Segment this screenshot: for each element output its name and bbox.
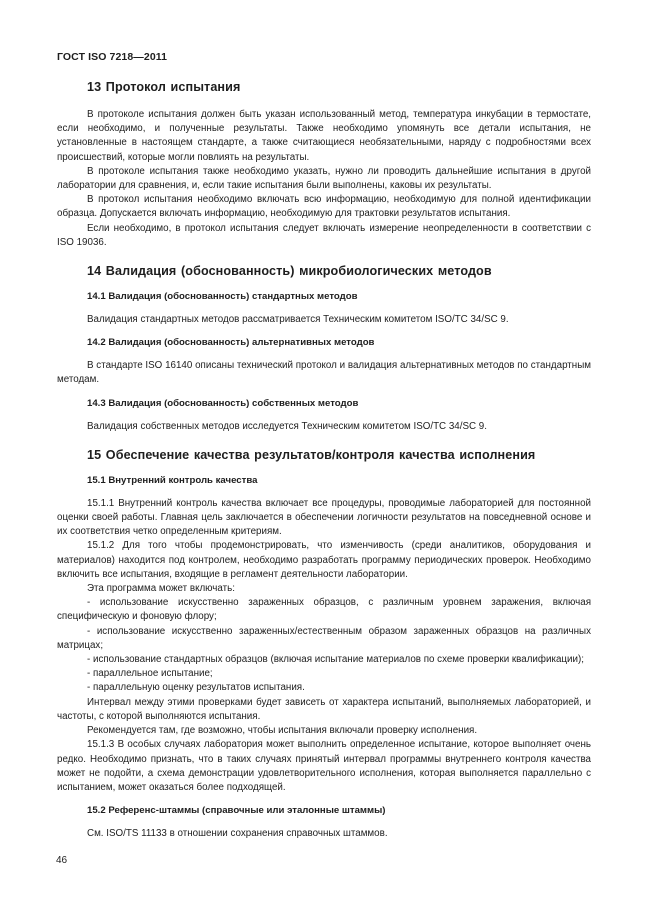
s15-program-intro: Эта программа может включать: <box>87 583 235 595</box>
s14-2-paragraph: В стандарте ISO 16140 описаны технический протокол и валидация альтернативных методов по стандартным методам. <box>57 360 591 386</box>
list-item: - использование стандартных образцов (включая испытание материалов по схеме проверки квалификации); <box>87 654 584 666</box>
list-item: - параллельную оценку результатов испытания. <box>87 682 305 694</box>
page-number: 46 <box>56 855 68 866</box>
s15-recommendation-paragraph: Рекомендуется там, где возможно, чтобы испытания включали проверку исполнения. <box>87 725 478 737</box>
list-item: - использование искусственно зараженных образцов, с различным уровнем заражения, включая специфическую и фоновую флору; <box>57 597 591 623</box>
list-item: - параллельное испытание; <box>87 668 213 680</box>
subsection-14-3-title: 14.3 Валидация (обоснованность) собственных методов <box>87 397 359 409</box>
s14-1-paragraph: Валидация стандартных методов рассматривается Техническим комитетом ISO/TC 34/SC 9. <box>87 314 509 326</box>
section-13-title: 13 Протокол испытания <box>87 80 241 94</box>
s14-3-paragraph: Валидация собственных методов исследуется Техническим комитетом ISO/TC 34/SC 9. <box>87 420 487 432</box>
page-header: ГОСТ ISO 7218—2011 <box>57 51 168 63</box>
s13-paragraph-4: Если необходимо, в протокол испытания следует включать измерение неопределенности в соответствии с ISO 19036. <box>57 222 591 248</box>
section-15-title: 15 Обеспечение качества результатов/контроля качества исполнения <box>87 447 536 462</box>
s13-paragraph-1: В протоколе испытания должен быть указан использованный метод, температура инкубации в термостате, если необходимо, и полученные результаты. Также необходимо упомянуть все детали испытания, не установленные в настоящем стандарте, а также считающиеся необязательными, наряду с подробностями всех происшествий, которые могли повлиять на результаты. <box>57 109 591 163</box>
subsection-15-2-title: 15.2 Референс-штаммы (справочные или эталонные штаммы) <box>87 805 386 817</box>
page-content <box>57 78 591 841</box>
subsection-14-1-title: 14.1 Валидация (обоснованность) стандартных методов <box>87 291 358 303</box>
subsection-14-2-title: 14.2 Валидация (обоснованность) альтернативных методов <box>87 337 375 349</box>
s15-2-paragraph: См. ISO/TS 11133 в отношении сохранения справочных штаммов. <box>87 828 388 840</box>
s15-interval-paragraph: Интервал между этими проверками будет зависеть от характера испытаний, выполняемых лабораторией, и частоты, с которой выполняются испытания. <box>57 696 591 722</box>
subsection-15-1-title: 15.1 Внутренний контроль качества <box>87 474 258 486</box>
section-14-title: 14 Валидация (обоснованность) микробиологических методов <box>87 264 492 279</box>
s15-1-3-paragraph: 15.1.3 В особых случаях лаборатория может выполнить определенное испытание, которое выполняет очень редко. Необходимо признать, что в таких случаях принятый интервал программы внутреннего контроля качества может не подойти, а схема демонстрации удовлетворительного исполнения, которая выполняется параллельно с испытанием, может оказаться более подходящей. <box>57 739 591 793</box>
s15-1-2-paragraph: 15.1.2 Для того чтобы продемонстрировать, что изменчивость (среди аналитиков, оборудования и материалов) находится под контролем, необходимо разработать программу периодических проверок. Необходимо включить все испытания, входящие в регламент деятельности лаборатории. <box>57 540 591 580</box>
list-item: - использование искусственно зараженных/естественным образом зараженных образцов на различных матрицах; <box>57 625 591 651</box>
s13-paragraph-3: В протокол испытания необходимо включать всю информацию, необходимую для полной идентификации образца. Допускается включать информацию, необходимую для трактовки результатов испытания. <box>57 194 591 220</box>
s15-1-1-paragraph: 15.1.1 Внутренний контроль качества включает все процедуры, проводимые лабораторией для постоянной оценки своей работы. Главная цель заключается в обеспечении логичности результатов на повседневной основе и их соответствия четко определенным критериям. <box>57 497 591 538</box>
s13-paragraph-2: В протоколе испытания также необходимо указать, нужно ли проводить дальнейшие испытания в другой лаборатории для сравнения, и, если такие испытания были выполнены, каковы их результаты. <box>57 165 591 192</box>
